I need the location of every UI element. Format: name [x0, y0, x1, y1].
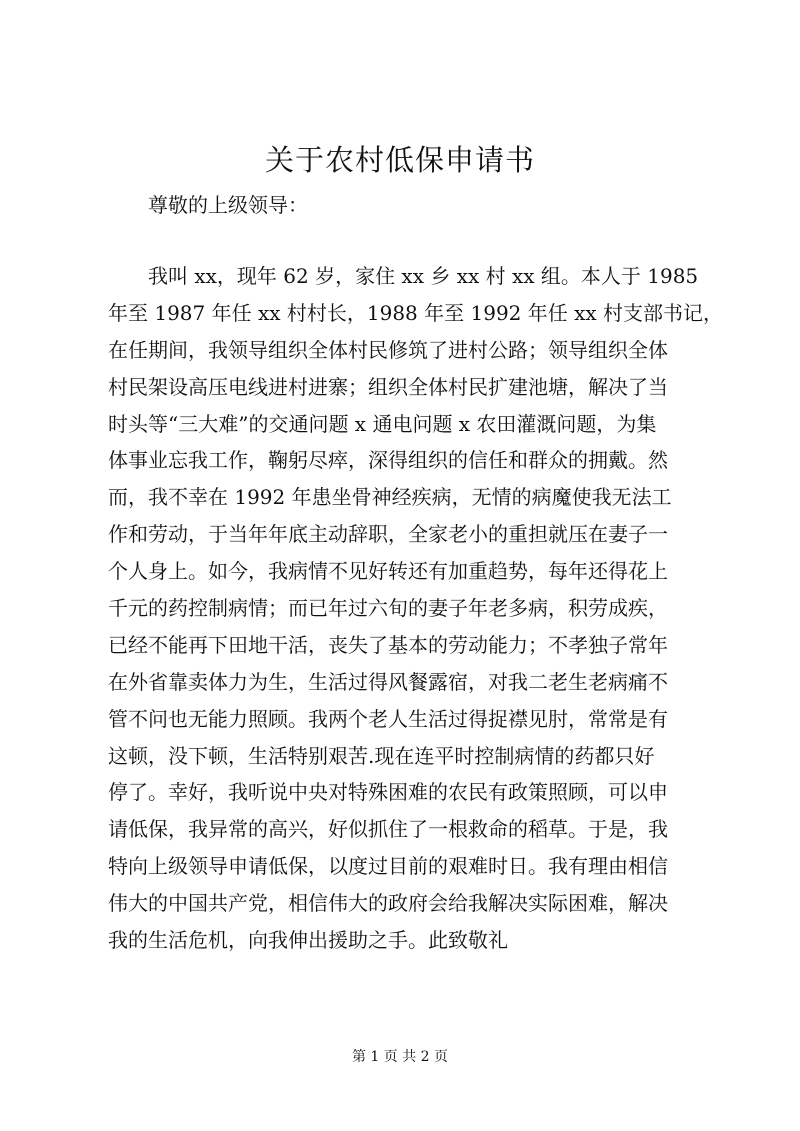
salutation: 尊敬的上级领导： [148, 193, 308, 217]
page-number-footer: 第 1 页 共 2 页 [351, 1049, 449, 1065]
body-line: 村民架设高压电线进村进寨；组织全体村民扩建池塘，解决了当 [108, 374, 668, 399]
body-line: 我叫 xx，现年 62 岁，家住 xx 乡 xx 村 xx 组。本人于 1985 [148, 264, 699, 288]
body-line: 体事业忘我工作，鞠躬尽瘁，深得组织的信任和群众的拥戴。然 [108, 448, 668, 473]
body-line: 请低保，我异常的高兴，好似抓住了一根救命的稻草。于是，我 [108, 817, 668, 842]
body-line: 年至 1987 年任 xx 村村长，1988 年至 1992 年任 xx 村支部书记， [108, 300, 724, 325]
body-text [108, 258, 724, 959]
body-line: 停了。幸好，我听说中央对特殊困难的农民有政策照顾，可以申 [108, 780, 668, 805]
body-line: 在任期间，我领导组织全体村民修筑了进村公路；领导组织全体 [108, 337, 668, 362]
body-line: 已经不能再下田地干活，丧失了基本的劳动能力；不孝独子常年 [108, 632, 668, 657]
body-line: 在外省靠卖体力为生，生活过得风餐露宿，对我二老生老病痛不 [108, 669, 668, 694]
body-line: 个人身上。如今，我病情不见好转还有加重趋势，每年还得花上 [108, 559, 668, 584]
body-line: 特向上级领导申请低保，以度过目前的艰难时日。我有理由相信 [108, 854, 668, 879]
body-line: 这顿，没下顿，生活特别艰苦.现在连平时控制病情的药都只好 [108, 743, 655, 768]
body-line: 伟大的中国共产党，相信伟大的政府会给我解决实际困难，解决 [108, 891, 668, 916]
page-title: 关于农村低保申请书 [264, 143, 535, 177]
body-line: 作和劳动，于当年年底主动辞职，全家老小的重担就压在妻子一 [108, 522, 668, 547]
body-line: 管不问也无能力照顾。我两个老人生活过得捉襟见肘，常常是有 [108, 706, 668, 731]
body-line: 而，我不幸在 1992 年患坐骨神经疾病，无情的病魔使我无法工 [108, 485, 672, 510]
body-line: 我的生活危机，向我伸出援助之手。此致敬礼 [108, 928, 508, 953]
body-line: 千元的药控制病情；而已年过六旬的妻子年老多病，积劳成疾， [108, 596, 668, 621]
body-line: 时头等“三大难”的交通问题 x 通电问题 x 农田灌溉问题，为集 [108, 411, 657, 436]
